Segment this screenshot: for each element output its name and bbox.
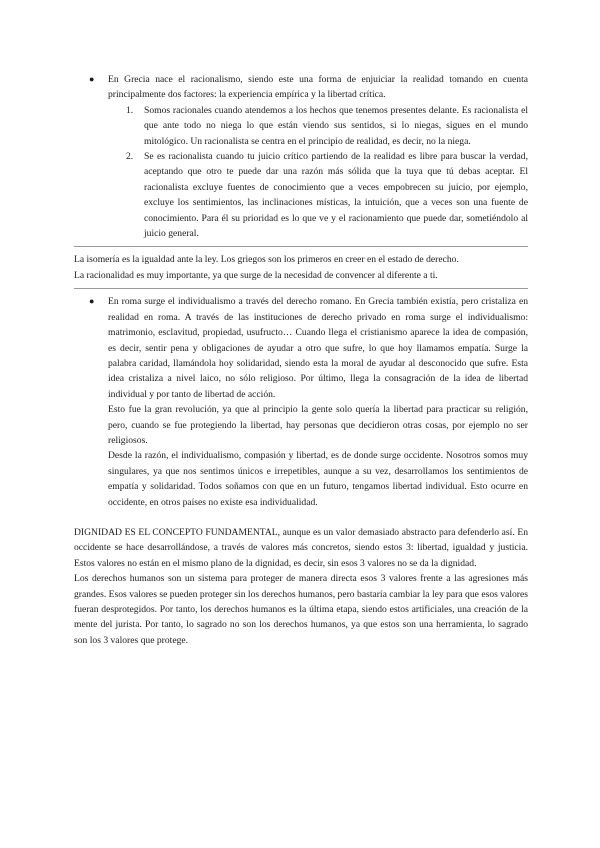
isomeria-paragraph [74,252,528,283]
racionalismo-numbered-list [74,103,528,242]
racionalismo-bullet [74,72,528,103]
horizontal-divider [74,288,528,289]
dignidad-paragraph: DIGNIDAD ES EL CONCEPTO FUNDAMENTAL, aunque es un valor demasiado abstracto para defenderlo así. En occidente se hace desarrollándose, a través de valores más concretos, siendo estos 3: libertad, igualdad y justicia. Estos valores no están en el mismo plano de la dignidad, es decir, sin esos 3 valores no se da la dignidad. [74,526,528,569]
list-item [126,149,528,241]
revolucion-paragraph: Esto fue la gran revolución, ya que al principio la gente solo quería la libertad para practicar su religión, pero, cuando se fue protegiendo la libertad, hay personas que decidieron otras cosas, por ejemplo no ser religiosos. [108,404,528,446]
list-item [126,103,528,149]
horizontal-divider [74,246,528,247]
paragraph-spacer [74,510,528,525]
bullet-icon: ● [89,74,95,84]
racionalidad-line: La racionalidad es muy importante, ya que surge de la necesidad de convencer al diferente a ti. [74,269,438,281]
list-number: 2. [126,151,134,163]
document-page [74,72,528,648]
individualismo-paragraph: En roma surge el individualismo a través del derecho romano. En Grecia también existía, pero cristaliza en realidad en roma. A través de las instituciones de derecho privado en roma surge el individualismo: matrimonio, esclavitud, propiedad, usufructo… Cuando llega el cristianismo aparece la idea de compasión, es decir, sentir pena y obligaciones de ayudar a otro que sufre, lo que hoy llamamos empatía. Surge la palabra caridad, llamándola hoy solidaridad, siendo esta la moral de ayudar al desconocido que sufre. Esta idea cristaliza a nivel laico, no sólo religioso. Por último, llega la consagración de la idea de libertad individual y por tanto de libertad de acción. [108,296,528,400]
list-item-text: Somos racionales cuando atendemos a los hechos que tenemos presentes delante. Es racionalista el que ante todo no niega lo que están viendo sus sentidos, si lo niegas, sigues en el mundo mitológico. Un racionalista se centra en el principio de realidad, es decir, no la niega. [144,104,528,147]
racionalismo-intro: En Grecia nace el racionalismo, siendo este una forma de enjuiciar la realidad tomando en cuenta principalmente dos factores: la experiencia empírica y la libertad crítica. [108,74,528,101]
individualismo-bullet [74,294,528,402]
isomeria-line: La isomería es la igualdad ante la ley. Los griegos son los primeros en creer en el estado de derecho. [74,254,459,266]
occidente-paragraph: Desde la razón, el individualismo, compasión y libertad, es de donde surge occidente. Nosotros somos muy singulares, ya que nos sentimos únicos e irrepetibles, aunque a su vez, desarrollamos los sentimientos de empatía y solidaridad. Todos soñamos con que en un futuro, tengamos libertad individual. Esto ocurre en occidente, en otros países no existe esa individualidad. [108,450,528,508]
bullet-icon: ● [89,296,95,307]
list-item-text: Se es racionalista cuando tu juicio crítico partiendo de la realidad es libre para buscar la verdad, aceptando que otro te puede dar una razón más sólida que la tuya que tú debas aceptar. El racionalista excluye fuentes de conocimiento que a veces empobrecen su juicio, por ejemplo, excluye los sentimientos, las inclinaciones místicas, la intuición, que a veces son una fuente de conocimiento. Para él su prioridad es lo que ve y el racionamiento que puede dar, sometiéndolo al juicio general. [144,151,528,240]
derechos-humanos-paragraph: Los derechos humanos son un sistema para proteger de manera directa esos 3 valores frente a las agresiones más grandes. Esos valores se pueden proteger sin los derechos humanos, pero bastaría cambiar la ley para que esos valores fueran desprotegidos. Por tanto, los derechos humanos es la última etapa, siendo estos artificiales, una creación de la mente del jurista. Por tanto, lo sagrado no son los derechos humanos, ya que estos son una herramienta, lo sagrado son los 3 valores que protege. [74,573,528,646]
list-number: 1. [126,104,134,116]
